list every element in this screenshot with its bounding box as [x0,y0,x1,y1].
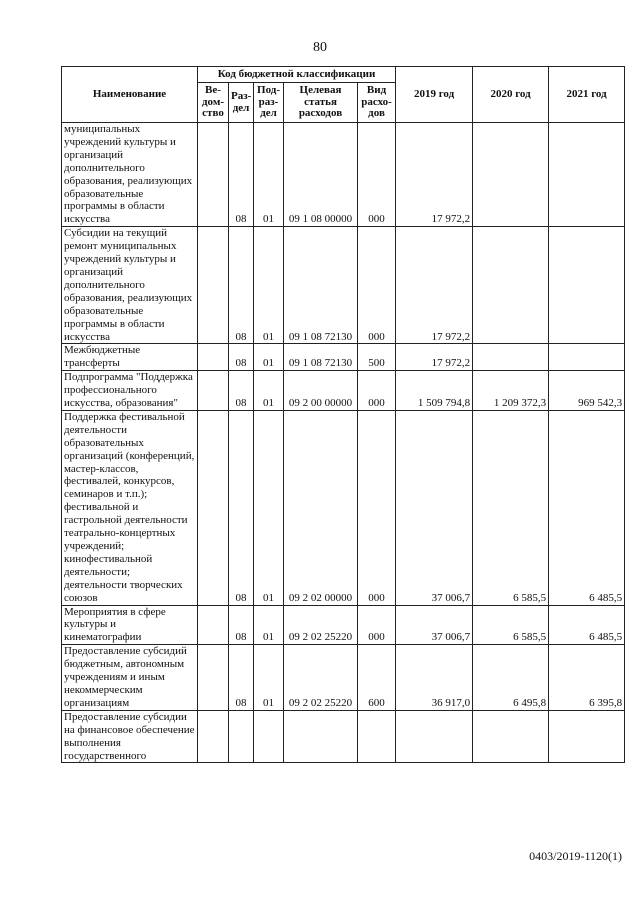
row-vid: 500 [358,344,396,371]
header-name: Наименование [62,67,198,123]
row-2020: 6 585,5 [473,605,549,645]
row-2020 [473,344,549,371]
header-vedomstvo: Ве-дом-ство [198,83,229,123]
row-razdel: 08 [229,227,254,344]
table-row [62,227,625,344]
row-2020 [473,227,549,344]
row-2020 [473,710,549,763]
row-razdel: 08 [229,371,254,411]
row-vid [358,710,396,763]
row-podrazdel: 01 [254,371,284,411]
row-2021: 6 485,5 [549,605,625,645]
row-name: Субсидии на текущий ремонт муниципальных учреждений культуры и организаций дополнительного образования, реализующих образовательные программы в области искусства [62,227,198,344]
table-row [62,710,625,763]
row-podrazdel: 01 [254,605,284,645]
row-celevaya [284,710,358,763]
row-ved [198,371,229,411]
row-razdel: 08 [229,344,254,371]
row-2019: 1 509 794,8 [396,371,473,411]
row-ved [198,605,229,645]
row-2020: 1 209 372,3 [473,371,549,411]
row-podrazdel: 01 [254,227,284,344]
row-2021: 6 395,8 [549,645,625,711]
header-podrazdel: Под-раз-дел [254,83,284,123]
table-row [62,645,625,711]
row-ved [198,645,229,711]
row-2021: 969 542,3 [549,371,625,411]
row-vid: 000 [358,371,396,411]
header-2019: 2019 год [396,67,473,123]
row-2019: 37 006,7 [396,410,473,605]
row-2019: 36 917,0 [396,645,473,711]
row-name: Поддержка фестивальной деятельности образовательных организаций (конференций, мастер-классов, фестивалей, конкурсов, семинаров и т.п.); фестивальной и гастрольной деятельности театрально-концертных учреждений; кинофестивальной деятельности; деятельности творческих союзов [62,410,198,605]
row-podrazdel: 01 [254,645,284,711]
row-name: Межбюджетные трансферты [62,344,198,371]
row-ved [198,227,229,344]
page-number: 80 [313,40,327,55]
row-ved [198,344,229,371]
row-2019: 17 972,2 [396,227,473,344]
row-razdel: 08 [229,123,254,227]
row-celevaya: 09 2 00 00000 [284,371,358,411]
row-podrazdel [254,710,284,763]
row-vid: 000 [358,227,396,344]
table-row [62,344,625,371]
budget-table [61,66,625,763]
row-2020: 6 495,8 [473,645,549,711]
row-name: Мероприятия в сфере культуры и кинематографии [62,605,198,645]
row-2021 [549,710,625,763]
row-2019 [396,710,473,763]
row-ved [198,710,229,763]
row-2019: 17 972,2 [396,344,473,371]
header-2020: 2020 год [473,67,549,123]
row-vid: 000 [358,605,396,645]
row-razdel: 08 [229,645,254,711]
row-celevaya: 09 2 02 00000 [284,410,358,605]
row-name: муниципальных учреждений культуры и организаций дополнительного образования, реализующих образовательные программы в области искусства [62,123,198,227]
row-podrazdel: 01 [254,410,284,605]
row-2021 [549,227,625,344]
row-razdel: 08 [229,410,254,605]
row-vid: 000 [358,123,396,227]
table-row [62,123,625,227]
row-vid: 000 [358,410,396,605]
row-celevaya: 09 1 08 72130 [284,344,358,371]
row-2020: 6 585,5 [473,410,549,605]
row-razdel: 08 [229,605,254,645]
row-2019: 17 972,2 [396,123,473,227]
row-2021 [549,123,625,227]
row-celevaya: 09 2 02 25220 [284,605,358,645]
row-celevaya: 09 2 02 25220 [284,645,358,711]
header-2021: 2021 год [549,67,625,123]
table-row [62,410,625,605]
row-razdel [229,710,254,763]
row-celevaya: 09 1 08 72130 [284,227,358,344]
row-podrazdel: 01 [254,123,284,227]
row-name: Предоставление субсидии на финансовое обеспечение выполнения государственного [62,710,198,763]
header-celevaya: Целевая статья расходов [284,83,358,123]
document-code: 0403/2019-1120(1) [529,849,622,863]
row-2021: 6 485,5 [549,410,625,605]
row-ved [198,410,229,605]
row-2019: 37 006,7 [396,605,473,645]
row-vid: 600 [358,645,396,711]
header-razdel: Раз-дел [229,83,254,123]
row-name: Подпрограмма "Поддержка профессионального искусства, образования" [62,371,198,411]
row-ved [198,123,229,227]
header-vid: Вид расхо-дов [358,83,396,123]
row-name: Предоставление субсидий бюджетным, автономным учреждениям и иным некоммерческим организациям [62,645,198,711]
row-podrazdel: 01 [254,344,284,371]
row-2020 [473,123,549,227]
table-row [62,371,625,411]
table-row [62,605,625,645]
header-kod-group: Код бюджетной классификации [198,67,396,83]
row-celevaya: 09 1 08 00000 [284,123,358,227]
row-2021 [549,344,625,371]
